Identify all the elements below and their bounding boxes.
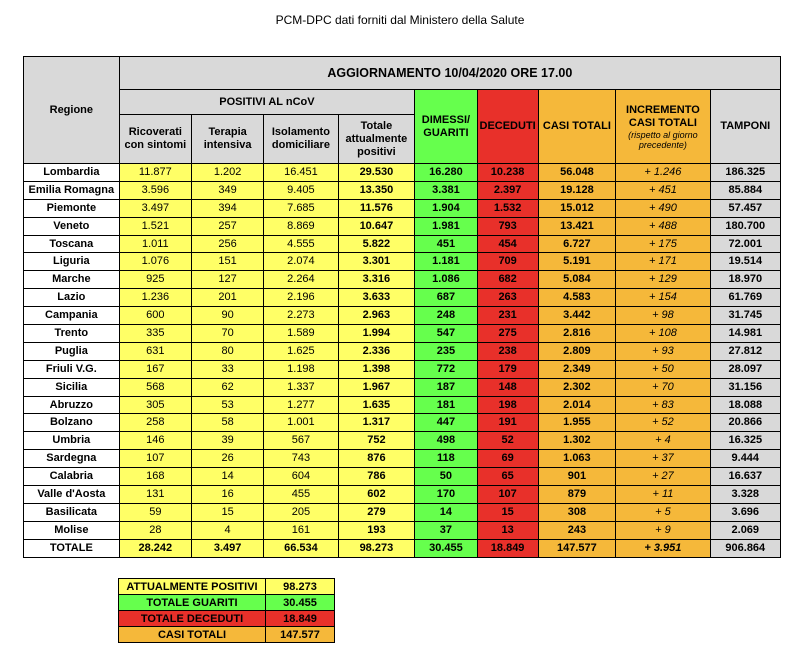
cell-casi: 1.302: [538, 432, 616, 450]
cell-isolamento: 9.405: [264, 181, 338, 199]
cell-deceduti: 148: [477, 378, 538, 396]
cell-positivi: 876: [338, 450, 415, 468]
cell-ricoverati: 168: [119, 468, 191, 486]
table-row: [24, 360, 781, 378]
cell-dimessi: 181: [415, 396, 478, 414]
cell-ricoverati: 258: [119, 414, 191, 432]
cell-casi: 901: [538, 468, 616, 486]
cell-regione: Basilicata: [24, 503, 120, 521]
cell-tamponi: 906.864: [710, 539, 780, 557]
cell-ricoverati: 28.242: [119, 539, 191, 557]
cell-dimessi: 687: [415, 289, 478, 307]
cell-tamponi: 9.444: [710, 450, 780, 468]
cell-incremento: + 50: [616, 360, 710, 378]
total-row: [24, 539, 781, 557]
cell-tamponi: 31.745: [710, 307, 780, 325]
cell-regione: Trento: [24, 325, 120, 343]
cell-deceduti: 709: [477, 253, 538, 271]
cell-positivi: 11.576: [338, 199, 415, 217]
header-positivi: POSITIVI AL nCoV: [119, 90, 415, 115]
cell-dimessi: 3.381: [415, 181, 478, 199]
cell-casi: 147.577: [538, 539, 616, 557]
cell-ricoverati: 3.596: [119, 181, 191, 199]
cell-regione: Molise: [24, 521, 120, 539]
table-row: [24, 414, 781, 432]
cell-positivi: 602: [338, 486, 415, 504]
cell-deceduti: 238: [477, 342, 538, 360]
cell-ricoverati: 1.076: [119, 253, 191, 271]
cell-dimessi: 170: [415, 486, 478, 504]
cell-isolamento: 16.451: [264, 164, 338, 182]
summary-label: ATTUALMENTE POSITIVI: [119, 579, 266, 595]
cell-tamponi: 14.981: [710, 325, 780, 343]
cell-deceduti: 10.238: [477, 164, 538, 182]
cell-casi: 2.349: [538, 360, 616, 378]
summary-row: [119, 627, 335, 643]
cell-tamponi: 61.769: [710, 289, 780, 307]
cell-isolamento: 1.001: [264, 414, 338, 432]
cell-deceduti: 1.532: [477, 199, 538, 217]
cell-isolamento: 2.074: [264, 253, 338, 271]
cell-deceduti: 231: [477, 307, 538, 325]
cell-isolamento: 7.685: [264, 199, 338, 217]
cell-isolamento: 1.337: [264, 378, 338, 396]
table-row: [24, 486, 781, 504]
cell-tamponi: 31.156: [710, 378, 780, 396]
cell-positivi: 3.316: [338, 271, 415, 289]
incremento-label: INCREMENTO CASI TOTALI: [626, 103, 700, 129]
cell-deceduti: 793: [477, 217, 538, 235]
cell-tamponi: 3.328: [710, 486, 780, 504]
cell-dimessi: 118: [415, 450, 478, 468]
cell-terapia: 394: [192, 199, 264, 217]
cell-isolamento: 1.198: [264, 360, 338, 378]
cell-ricoverati: 11.877: [119, 164, 191, 182]
cell-incremento: + 9: [616, 521, 710, 539]
cell-isolamento: 1.589: [264, 325, 338, 343]
cell-incremento: + 98: [616, 307, 710, 325]
cell-casi: 4.583: [538, 289, 616, 307]
cell-terapia: 62: [192, 378, 264, 396]
cell-positivi: 1.317: [338, 414, 415, 432]
cell-incremento: + 3.951: [616, 539, 710, 557]
cell-incremento: + 83: [616, 396, 710, 414]
header-dimessi: DIMESSI/ GUARITI: [415, 90, 478, 164]
cell-terapia: 349: [192, 181, 264, 199]
cell-deceduti: 2.397: [477, 181, 538, 199]
table-row: [24, 271, 781, 289]
cell-terapia: 70: [192, 325, 264, 343]
cell-dimessi: 498: [415, 432, 478, 450]
cell-dimessi: 14: [415, 503, 478, 521]
cell-regione: Valle d'Aosta: [24, 486, 120, 504]
cell-isolamento: 743: [264, 450, 338, 468]
cell-positivi: 1.967: [338, 378, 415, 396]
cell-deceduti: 682: [477, 271, 538, 289]
cell-ricoverati: 3.497: [119, 199, 191, 217]
cell-regione: Lombardia: [24, 164, 120, 182]
cell-terapia: 39: [192, 432, 264, 450]
cell-isolamento: 8.869: [264, 217, 338, 235]
cell-casi: 19.128: [538, 181, 616, 199]
cell-dimessi: 1.086: [415, 271, 478, 289]
cell-casi: 5.191: [538, 253, 616, 271]
cell-deceduti: 107: [477, 486, 538, 504]
cell-terapia: 16: [192, 486, 264, 504]
cell-casi: 3.442: [538, 307, 616, 325]
cell-ricoverati: 925: [119, 271, 191, 289]
cell-terapia: 58: [192, 414, 264, 432]
cell-ricoverati: 305: [119, 396, 191, 414]
cell-incremento: + 488: [616, 217, 710, 235]
table-row: [24, 235, 781, 253]
cell-tamponi: 186.325: [710, 164, 780, 182]
cell-dimessi: 1.181: [415, 253, 478, 271]
cell-positivi: 279: [338, 503, 415, 521]
cell-regione: TOTALE: [24, 539, 120, 557]
header-terapia: Terapia intensiva: [192, 115, 264, 164]
cell-tamponi: 16.637: [710, 468, 780, 486]
cell-incremento: + 451: [616, 181, 710, 199]
cell-terapia: 201: [192, 289, 264, 307]
cell-terapia: 90: [192, 307, 264, 325]
cell-tamponi: 85.884: [710, 181, 780, 199]
cell-ricoverati: 59: [119, 503, 191, 521]
cell-incremento: + 1.246: [616, 164, 710, 182]
summary-value: 147.577: [266, 627, 335, 643]
cell-tamponi: 72.001: [710, 235, 780, 253]
cell-regione: Calabria: [24, 468, 120, 486]
cell-dimessi: 1.904: [415, 199, 478, 217]
cell-ricoverati: 568: [119, 378, 191, 396]
header-ricoverati: Ricoverati con sintomi: [119, 115, 191, 164]
cell-dimessi: 37: [415, 521, 478, 539]
cell-dimessi: 248: [415, 307, 478, 325]
cell-terapia: 127: [192, 271, 264, 289]
cell-tamponi: 19.514: [710, 253, 780, 271]
cell-tamponi: 27.812: [710, 342, 780, 360]
cell-regione: Abruzzo: [24, 396, 120, 414]
cell-positivi: 752: [338, 432, 415, 450]
cell-casi: 2.302: [538, 378, 616, 396]
cell-positivi: 29.530: [338, 164, 415, 182]
summary-label: TOTALE GUARITI: [119, 595, 266, 611]
cell-regione: Emilia Romagna: [24, 181, 120, 199]
cell-tamponi: 18.088: [710, 396, 780, 414]
cell-incremento: + 129: [616, 271, 710, 289]
table-row: [24, 307, 781, 325]
cell-incremento: + 4: [616, 432, 710, 450]
cell-regione: Puglia: [24, 342, 120, 360]
cell-incremento: + 154: [616, 289, 710, 307]
cell-tamponi: 2.069: [710, 521, 780, 539]
cell-dimessi: 1.981: [415, 217, 478, 235]
cell-tamponi: 180.700: [710, 217, 780, 235]
cell-dimessi: 50: [415, 468, 478, 486]
cell-regione: Marche: [24, 271, 120, 289]
cell-regione: Lazio: [24, 289, 120, 307]
cell-ricoverati: 146: [119, 432, 191, 450]
summary-value: 30.455: [266, 595, 335, 611]
cell-deceduti: 65: [477, 468, 538, 486]
cell-deceduti: 18.849: [477, 539, 538, 557]
cell-ricoverati: 335: [119, 325, 191, 343]
header-tamponi: TAMPONI: [710, 90, 780, 164]
cell-positivi: 193: [338, 521, 415, 539]
cell-deceduti: 275: [477, 325, 538, 343]
cell-incremento: + 93: [616, 342, 710, 360]
header-totale-positivi: Totale attualmente positivi: [338, 115, 415, 164]
cell-deceduti: 179: [477, 360, 538, 378]
cell-dimessi: 235: [415, 342, 478, 360]
cell-ricoverati: 1.011: [119, 235, 191, 253]
cell-tamponi: 57.457: [710, 199, 780, 217]
cell-terapia: 53: [192, 396, 264, 414]
covid-region-table: [23, 56, 781, 558]
cell-positivi: 10.647: [338, 217, 415, 235]
cell-regione: Umbria: [24, 432, 120, 450]
cell-dimessi: 30.455: [415, 539, 478, 557]
cell-deceduti: 69: [477, 450, 538, 468]
cell-deceduti: 15: [477, 503, 538, 521]
cell-isolamento: 567: [264, 432, 338, 450]
cell-dimessi: 451: [415, 235, 478, 253]
cell-terapia: 14: [192, 468, 264, 486]
summary-table: [118, 578, 335, 643]
cell-positivi: 786: [338, 468, 415, 486]
cell-tamponi: 20.866: [710, 414, 780, 432]
cell-incremento: + 11: [616, 486, 710, 504]
cell-incremento: + 171: [616, 253, 710, 271]
cell-dimessi: 547: [415, 325, 478, 343]
table-row: [24, 521, 781, 539]
cell-ricoverati: 1.236: [119, 289, 191, 307]
cell-casi: 1.063: [538, 450, 616, 468]
cell-isolamento: 4.555: [264, 235, 338, 253]
cell-isolamento: 455: [264, 486, 338, 504]
cell-terapia: 33: [192, 360, 264, 378]
cell-terapia: 80: [192, 342, 264, 360]
cell-positivi: 98.273: [338, 539, 415, 557]
cell-isolamento: 2.196: [264, 289, 338, 307]
table-row: [24, 253, 781, 271]
cell-terapia: 257: [192, 217, 264, 235]
cell-casi: 13.421: [538, 217, 616, 235]
cell-positivi: 1.398: [338, 360, 415, 378]
cell-isolamento: 604: [264, 468, 338, 486]
cell-terapia: 26: [192, 450, 264, 468]
cell-dimessi: 772: [415, 360, 478, 378]
cell-casi: 5.084: [538, 271, 616, 289]
cell-incremento: + 37: [616, 450, 710, 468]
table-row: [24, 468, 781, 486]
cell-casi: 2.014: [538, 396, 616, 414]
cell-isolamento: 161: [264, 521, 338, 539]
header-aggiornamento: AGGIORNAMENTO 10/04/2020 ORE 17.00: [119, 57, 780, 90]
cell-regione: Sardegna: [24, 450, 120, 468]
cell-isolamento: 205: [264, 503, 338, 521]
cell-positivi: 2.336: [338, 342, 415, 360]
cell-terapia: 151: [192, 253, 264, 271]
cell-isolamento: 1.625: [264, 342, 338, 360]
table-row: [24, 503, 781, 521]
summary-label: TOTALE DECEDUTI: [119, 611, 266, 627]
cell-positivi: 1.994: [338, 325, 415, 343]
cell-positivi: 3.633: [338, 289, 415, 307]
cell-positivi: 1.635: [338, 396, 415, 414]
cell-isolamento: 1.277: [264, 396, 338, 414]
cell-regione: Friuli V.G.: [24, 360, 120, 378]
table-row: [24, 325, 781, 343]
cell-ricoverati: 107: [119, 450, 191, 468]
cell-tamponi: 16.325: [710, 432, 780, 450]
table-row: [24, 164, 781, 182]
header-isolamento: Isolamento domiciliare: [264, 115, 338, 164]
cell-regione: Toscana: [24, 235, 120, 253]
cell-casi: 6.727: [538, 235, 616, 253]
cell-terapia: 3.497: [192, 539, 264, 557]
cell-positivi: 3.301: [338, 253, 415, 271]
table-row: [24, 378, 781, 396]
cell-casi: 2.816: [538, 325, 616, 343]
cell-casi: 879: [538, 486, 616, 504]
summary-label: CASI TOTALI: [119, 627, 266, 643]
table-row: [24, 217, 781, 235]
cell-regione: Liguria: [24, 253, 120, 271]
cell-ricoverati: 131: [119, 486, 191, 504]
cell-incremento: + 108: [616, 325, 710, 343]
table-body: [24, 164, 781, 558]
cell-positivi: 13.350: [338, 181, 415, 199]
cell-casi: 243: [538, 521, 616, 539]
cell-deceduti: 52: [477, 432, 538, 450]
cell-ricoverati: 600: [119, 307, 191, 325]
cell-regione: Campania: [24, 307, 120, 325]
cell-incremento: + 27: [616, 468, 710, 486]
cell-isolamento: 66.534: [264, 539, 338, 557]
cell-tamponi: 3.696: [710, 503, 780, 521]
header-casi-totali: CASI TOTALI: [538, 90, 616, 164]
summary-row: [119, 595, 335, 611]
incremento-note: (rispetto al giorno precedente): [628, 129, 698, 150]
table-row: [24, 432, 781, 450]
cell-dimessi: 16.280: [415, 164, 478, 182]
cell-ricoverati: 1.521: [119, 217, 191, 235]
cell-incremento: + 490: [616, 199, 710, 217]
cell-incremento: + 52: [616, 414, 710, 432]
cell-tamponi: 28.097: [710, 360, 780, 378]
cell-terapia: 4: [192, 521, 264, 539]
source-caption: PCM-DPC dati forniti dal Ministero della Salute: [275, 13, 525, 27]
cell-regione: Veneto: [24, 217, 120, 235]
table-row: [24, 396, 781, 414]
summary-row: [119, 611, 335, 627]
cell-regione: Sicilia: [24, 378, 120, 396]
cell-ricoverati: 167: [119, 360, 191, 378]
header-deceduti: DECEDUTI: [477, 90, 538, 164]
cell-tamponi: 18.970: [710, 271, 780, 289]
cell-casi: 308: [538, 503, 616, 521]
cell-deceduti: 263: [477, 289, 538, 307]
header-incremento: [616, 90, 710, 164]
cell-incremento: + 175: [616, 235, 710, 253]
cell-incremento: + 70: [616, 378, 710, 396]
cell-terapia: 1.202: [192, 164, 264, 182]
cell-dimessi: 447: [415, 414, 478, 432]
summary-value: 18.849: [266, 611, 335, 627]
cell-dimessi: 187: [415, 378, 478, 396]
table-row: [24, 181, 781, 199]
cell-terapia: 256: [192, 235, 264, 253]
cell-isolamento: 2.264: [264, 271, 338, 289]
cell-ricoverati: 28: [119, 521, 191, 539]
summary-row: [119, 579, 335, 595]
cell-casi: 1.955: [538, 414, 616, 432]
cell-deceduti: 191: [477, 414, 538, 432]
cell-regione: Bolzano: [24, 414, 120, 432]
cell-deceduti: 198: [477, 396, 538, 414]
cell-deceduti: 13: [477, 521, 538, 539]
cell-positivi: 2.963: [338, 307, 415, 325]
cell-ricoverati: 631: [119, 342, 191, 360]
cell-regione: Piemonte: [24, 199, 120, 217]
table-row: [24, 199, 781, 217]
cell-terapia: 15: [192, 503, 264, 521]
cell-isolamento: 2.273: [264, 307, 338, 325]
cell-positivi: 5.822: [338, 235, 415, 253]
cell-casi: 2.809: [538, 342, 616, 360]
table-row: [24, 450, 781, 468]
cell-casi: 15.012: [538, 199, 616, 217]
table-row: [24, 342, 781, 360]
table-row: [24, 289, 781, 307]
summary-value: 98.273: [266, 579, 335, 595]
header-regione: Regione: [24, 57, 120, 164]
cell-casi: 56.048: [538, 164, 616, 182]
cell-deceduti: 454: [477, 235, 538, 253]
cell-incremento: + 5: [616, 503, 710, 521]
